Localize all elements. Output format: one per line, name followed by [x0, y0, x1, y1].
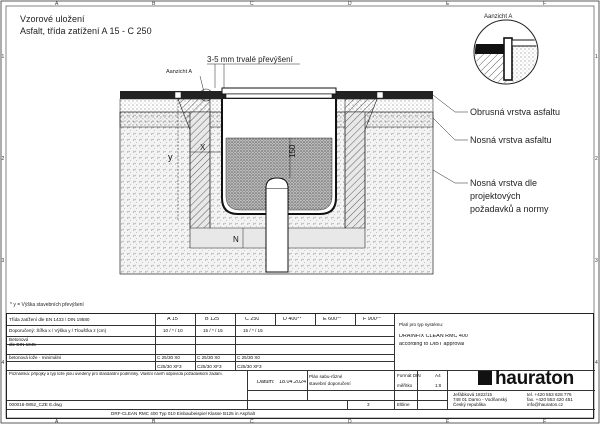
tb-class-d400: D 400**	[283, 317, 302, 322]
company-logo	[478, 368, 574, 390]
tb-phone: tel. +420 553 628 776	[527, 392, 572, 397]
tb-drawing-no: 000016-0852_CZE E.dwg	[9, 402, 62, 407]
tb-row2-label: Doporučený: Šířka x / Výška y / Tloušťka z (cm)	[9, 328, 107, 333]
layer-label-sub-3: požadavků a normy	[470, 204, 549, 214]
tb-address-2: 748 01 Darno - Vodňanský	[453, 397, 508, 402]
tb-address-1: Jeřábková 1822/15	[453, 392, 493, 397]
tb-row4-val: C 25/30 X0	[197, 355, 220, 360]
tb-product-header: Platí pro typ systému:	[399, 322, 444, 327]
tb-row4-val: C 25/30 X0	[157, 355, 180, 360]
grid-letter: B	[152, 419, 156, 424]
tb-row2-val: 15 / * / 15	[203, 328, 223, 333]
drawing-subtitle: Asfalt, třída zatížení A 15 - C 250	[20, 26, 152, 36]
tb-fax: fax. +420 553 420 451	[527, 397, 573, 402]
grid-letter: A	[55, 1, 59, 7]
dimension-n: N	[233, 235, 239, 244]
tb-status: Eltline	[397, 402, 410, 407]
tb-format-label: Formát DIN	[397, 373, 421, 378]
tb-class-a15: A 15	[167, 317, 178, 322]
tb-address-3: Český republika	[453, 402, 486, 407]
grid-letter: F	[543, 419, 547, 424]
layer-label-sub-1: Nosná vrstva dle	[470, 178, 538, 188]
drawing-title: Vzorové uložení	[20, 14, 85, 24]
tb-date-label: Datum:	[257, 380, 275, 385]
grid-letter: B	[152, 1, 156, 7]
tb-plan-2: stavební doporučení	[309, 381, 351, 386]
tb-class-e600: E 600**	[323, 317, 342, 322]
grid-number: 1	[1, 54, 5, 60]
dimension-x: X	[200, 143, 206, 152]
tb-row1-label: Třída zatížení dle EN 1433 / DIN 19580	[9, 317, 90, 322]
layer-labels	[470, 107, 560, 214]
company-name: hauraton	[495, 368, 574, 389]
tb-date: 18.04.2024	[279, 380, 306, 385]
tb-notes: Poznámka: přípojky a typ lože jsou uvedeny pro standardní podmínky. Vlastní návrh odpovídá požadavkům zadání.	[9, 372, 223, 376]
detail-label-main: Aanzicht A	[166, 69, 192, 75]
tb-scale-label: měřítko	[397, 383, 413, 388]
grid-number: 1	[595, 54, 598, 60]
dimension-y: y	[168, 152, 173, 162]
dimension-height: 150	[288, 144, 297, 158]
cross-section	[120, 88, 433, 274]
tb-product-sub: according to DIBT approval	[399, 342, 465, 347]
footnote: * y = Výška stavebních převýšení	[10, 302, 84, 308]
tb-product-name: DRAINFIX CLEAN RMC 400	[399, 334, 468, 339]
grid-number: 4	[1, 360, 5, 366]
tb-class-b125: B 125	[205, 317, 220, 322]
tb-bottom: DRF-CLEAN RMC 400 Typ 010 Einbaubeispiel Klasse B125 in Asphalt	[111, 411, 255, 416]
tb-class-c250: C 250	[245, 317, 260, 322]
tb-row4-label: betonová lože - minimální	[9, 355, 62, 360]
tb-row5-val: C25/30 XF3	[157, 364, 182, 369]
grid-letter: C	[250, 1, 254, 7]
tb-row5-val: C25/30 XF3	[197, 364, 222, 369]
grid-letter: E	[446, 1, 450, 7]
tb-row3-sub: dle DIN 1045	[9, 342, 36, 347]
grid-number: 3	[1, 258, 5, 264]
tb-plan-1: Plán sabu-různé	[309, 374, 343, 379]
grid-letter: D	[348, 419, 352, 424]
outlet-pipe	[266, 188, 288, 272]
logo-mark-icon	[478, 371, 492, 385]
overhang-note: 3-5 mm trvalé převýšení	[207, 55, 293, 64]
layer-label-base: Nosná vrstva asfaltu	[470, 135, 552, 145]
grid-letter: A	[55, 419, 59, 424]
tb-sheet-no: 3	[367, 402, 370, 407]
detail-view	[470, 14, 542, 94]
title-block	[6, 313, 594, 419]
grating	[222, 88, 336, 94]
tb-class-f900: F 900**	[363, 317, 381, 322]
tb-email: info@hauraton.cz	[527, 402, 564, 407]
detail-label-top: Aanzicht A	[484, 14, 513, 20]
grid-number: 4	[595, 360, 598, 366]
grid-letter: C	[250, 419, 254, 424]
tb-row2-val: 15 / * / 15	[243, 328, 263, 333]
tb-row4-val: C 25/30 X0	[237, 355, 260, 360]
tb-scale-val: 1:8	[435, 383, 442, 388]
grid-number: 2	[1, 156, 5, 162]
layer-label-sub-2: projektových	[470, 191, 521, 201]
tb-row2-val: 10 / * / 10	[163, 328, 183, 333]
tb-row5-val: C25/30 XF3	[237, 364, 262, 369]
tb-row3-label: Betonová	[9, 337, 29, 342]
grid-letter: E	[446, 419, 450, 424]
grid-number: 3	[595, 258, 598, 264]
grid-letter: F	[543, 1, 547, 7]
grid-letter: D	[348, 1, 352, 7]
grid-number: 2	[595, 156, 598, 162]
tb-format-val: A4	[435, 373, 441, 378]
layer-label-wearing: Obrusná vrstva asfaltu	[470, 107, 561, 117]
